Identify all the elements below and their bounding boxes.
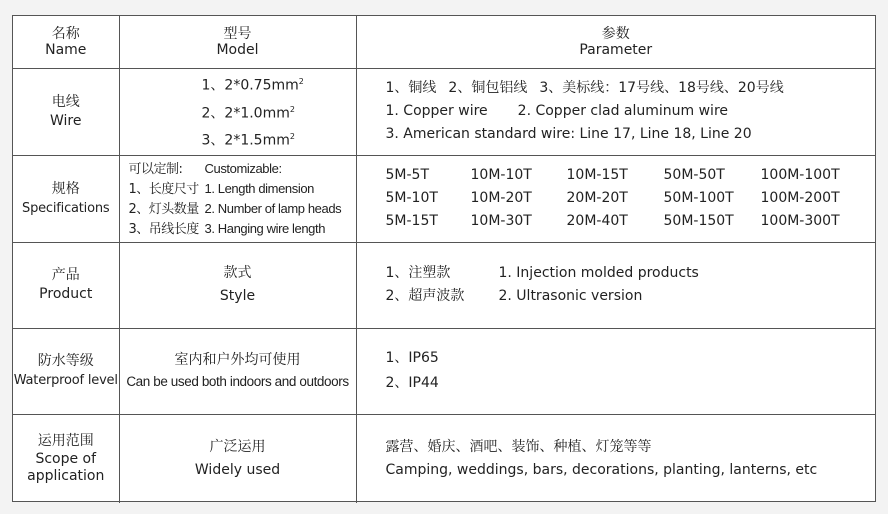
spec-value: 20M-20T bbox=[566, 190, 628, 206]
scope-name-cell bbox=[13, 414, 119, 503]
waterproof-row bbox=[13, 328, 875, 414]
specs-values-grid bbox=[386, 164, 876, 233]
ip-level: 1、IP65 bbox=[385, 350, 439, 366]
custom-line: 1、长度尺寸 1. Length dimension bbox=[128, 180, 314, 197]
spec-value: 100M-300T bbox=[760, 213, 840, 229]
scope-usage-cell bbox=[119, 414, 356, 503]
waterproof-usage-en: Can be used both indoors and outdoors bbox=[126, 374, 349, 389]
product-row bbox=[13, 242, 875, 328]
scope-name-cn: 运用范围 bbox=[37, 433, 94, 450]
header-model-cell bbox=[119, 16, 356, 68]
specs-values-cell bbox=[356, 155, 875, 242]
wire-name-cell bbox=[13, 68, 119, 155]
wire-name-cn: 电线 bbox=[51, 93, 80, 110]
scope-usage-en: Widely used bbox=[194, 461, 281, 478]
scope-param-cn: 露营、婚庆、酒吧、装饰、种植、灯笼等等 bbox=[385, 438, 652, 455]
ip-level: 2、IP44 bbox=[385, 375, 439, 391]
spec-table-container bbox=[12, 15, 876, 502]
product-name-cn: 产品 bbox=[51, 267, 80, 283]
waterproof-name-cell bbox=[13, 328, 119, 414]
scope-name-en-1: Scope of bbox=[35, 451, 97, 468]
product-type-line: 1、注塑款 1. Injection molded products bbox=[385, 265, 699, 281]
waterproof-name-cn: 防水等级 bbox=[37, 353, 94, 369]
spec-value: 100M-100T bbox=[760, 167, 840, 183]
scope-usage-cn: 广泛运用 bbox=[209, 438, 266, 455]
wire-param-cn-line: 1、铜线 2、铜包铝线 3、美标线：17号线、18号线、20号线 bbox=[385, 80, 784, 96]
product-style-cn: 款式 bbox=[223, 265, 252, 281]
wire-param-en-line: 1. Copper wire 2. Copper clad aluminum wire bbox=[385, 103, 729, 119]
specs-name-en: Specifications bbox=[22, 200, 110, 216]
header-row bbox=[13, 16, 875, 68]
waterproof-usage-cn: 室内和户外均可使用 bbox=[174, 352, 301, 368]
custom-line: 可以定制: Customizable: bbox=[128, 160, 282, 177]
wire-model-item: 3、$2*1.5mm^2$ bbox=[201, 132, 295, 149]
specs-name-cn: 规格 bbox=[51, 180, 80, 197]
header-name-cell bbox=[13, 16, 119, 68]
product-style-en: Style bbox=[219, 288, 256, 304]
product-name-cell bbox=[13, 242, 119, 328]
scope-param-cell bbox=[356, 414, 875, 503]
wire-row bbox=[13, 68, 875, 155]
wire-param-en-line-3: 3. American standard wire: Line 17, Line 18, Line 20 bbox=[385, 126, 752, 142]
header-name-cn: 名称 bbox=[51, 25, 80, 42]
spec-value: 5M-15T bbox=[385, 213, 438, 229]
spec-value: 10M-30T bbox=[470, 213, 532, 229]
wire-param-cell bbox=[356, 68, 875, 155]
wire-model-item: 2、$2*1.0mm^2$ bbox=[201, 104, 295, 122]
spec-value: 50M-50T bbox=[663, 167, 725, 183]
custom-line: 3、吊线长度 3. Hanging wire length bbox=[128, 220, 326, 237]
spec-table bbox=[13, 16, 875, 503]
custom-line: 2、灯头数量 2. Number of lamp heads bbox=[128, 200, 342, 217]
wire-name-en: Wire bbox=[50, 112, 82, 129]
spec-value: 50M-150T bbox=[663, 213, 734, 229]
waterproof-usage-cell bbox=[119, 328, 356, 414]
scope-row bbox=[13, 414, 875, 503]
waterproof-levels-cell bbox=[356, 328, 875, 414]
header-model-cn: 型号 bbox=[223, 25, 252, 42]
spec-value: 10M-15T bbox=[566, 167, 628, 183]
spec-value: 100M-200T bbox=[760, 190, 840, 206]
header-param-cn: 参数 bbox=[601, 25, 630, 42]
spec-value: 5M-5T bbox=[385, 167, 429, 183]
spec-value: 20M-40T bbox=[566, 213, 628, 229]
header-param-en: Parameter bbox=[579, 41, 653, 58]
specs-row bbox=[13, 155, 875, 242]
specs-custom-cell bbox=[119, 155, 356, 242]
specs-name-cell bbox=[13, 155, 119, 242]
spec-value: 10M-10T bbox=[470, 167, 532, 183]
spec-value: 5M-10T bbox=[385, 190, 438, 206]
scope-name-en-2: application bbox=[27, 468, 105, 485]
product-name-en: Product bbox=[39, 286, 93, 302]
header-model-en: Model bbox=[216, 41, 259, 58]
scope-param-en: Camping, weddings, bars, decorations, planting, lanterns, etc bbox=[385, 461, 818, 478]
spec-value: 10M-20T bbox=[470, 190, 532, 206]
product-style-cell bbox=[119, 242, 356, 328]
waterproof-name-en: Waterproof level bbox=[13, 373, 118, 388]
header-name-en: Name bbox=[45, 41, 87, 58]
product-param-cell bbox=[356, 242, 875, 328]
product-type-line: 2、超声波款 2. Ultrasonic version bbox=[385, 288, 643, 304]
wire-model-cell bbox=[119, 68, 356, 155]
spec-value: 50M-100T bbox=[663, 190, 734, 206]
wire-model-item: 1、$2*0.75mm^2$ bbox=[201, 77, 304, 94]
header-param-cell bbox=[356, 16, 875, 68]
